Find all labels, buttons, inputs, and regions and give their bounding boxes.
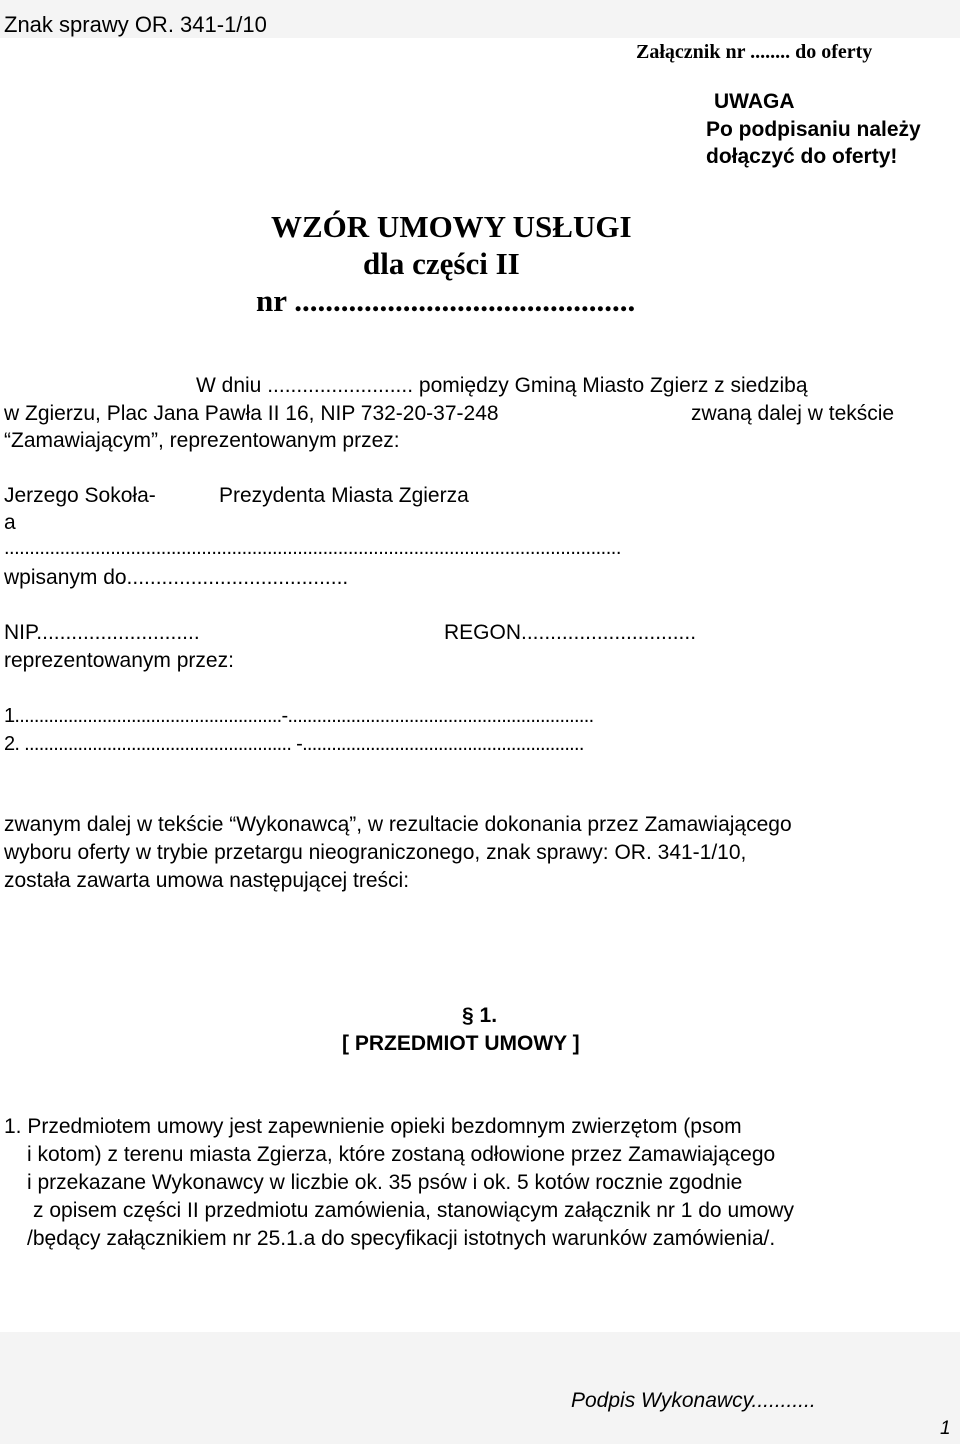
intro-line: zwaną dalej w tekście	[691, 402, 895, 425]
closing-line: zwanym dalej w tekście “Wykonawcą”, w rezultacie dokonania przez Zamawiającego	[4, 813, 792, 836]
footer-band	[0, 1332, 960, 1444]
section-title: [ PRZEDMIOT UMOWY ]	[342, 1032, 580, 1055]
intro-line: w Zgierzu, Plac Jana Pawła II 16, NIP 732-20-37-248	[4, 402, 499, 425]
paragraph-line: i kotom) z terenu miasta Zgierza, które zostaną odłowione przez Zamawiającego	[27, 1143, 776, 1166]
paragraph-line: z opisem części II przedmiotu zamówienia, stanowiącym załącznik nr 1 do umowy	[33, 1199, 794, 1222]
section-number: § 1.	[462, 1004, 498, 1027]
document-number: nr ............................................	[256, 283, 636, 318]
contractor-person: 2. ....................................................... -..........................................................	[4, 733, 584, 755]
intro-line: W dniu ......................... pomiędzy Gminą Miasto Zgierz z siedzibą	[196, 374, 808, 397]
contractor-person: 1.......................................................-...............................................................	[4, 705, 594, 727]
document-title: WZÓR UMOWY USŁUGI	[271, 209, 632, 244]
representative-position: Prezydenta Miasta Zgierza	[219, 484, 469, 507]
representative-name: Jerzego Sokoła-	[4, 484, 156, 507]
paragraph-line: 1. Przedmiotem umowy jest zapewnienie opieki bezdomnym zwierzętom (psom	[4, 1115, 742, 1138]
warning-line: Po podpisaniu należy	[706, 118, 921, 141]
contractor-regon: REGON..............................	[444, 621, 697, 644]
contractor-represented-by: reprezentowanym przez:	[4, 649, 234, 672]
case-number: Znak sprawy OR. 341-1/10	[4, 12, 267, 37]
paragraph-line: i przekazane Wykonawcy w liczbie ok. 35 psów i ok. 5 kotów rocznie zgodnie	[27, 1171, 743, 1194]
warning-heading: UWAGA	[714, 90, 795, 113]
paragraph-line: /będący załącznikiem nr 25.1.a do specyfikacji istotnych warunków zamówienia/.	[27, 1227, 776, 1250]
contractor-signature: Podpis Wykonawcy...........	[571, 1389, 816, 1412]
document-subtitle: dla części II	[363, 246, 520, 281]
contractor-registered: wpisanym do......................................	[4, 566, 349, 589]
annex-label: Załącznik nr ........ do oferty	[636, 41, 873, 63]
page-number: 1	[940, 1418, 951, 1439]
closing-line: została zawarta umowa następującej treści:	[4, 869, 410, 892]
contractor-blank: ..........................................................................................................................	[4, 537, 621, 559]
closing-line: wyboru oferty w trybie przetargu nieograniczonego, znak sprawy: OR. 341-1/10,	[4, 841, 747, 864]
representative-name: a	[4, 511, 16, 534]
warning-line: dołączyć do oferty!	[706, 145, 898, 168]
intro-line: “Zamawiającym”, reprezentowanym przez:	[4, 429, 400, 452]
contractor-nip: NIP............................	[4, 621, 200, 644]
